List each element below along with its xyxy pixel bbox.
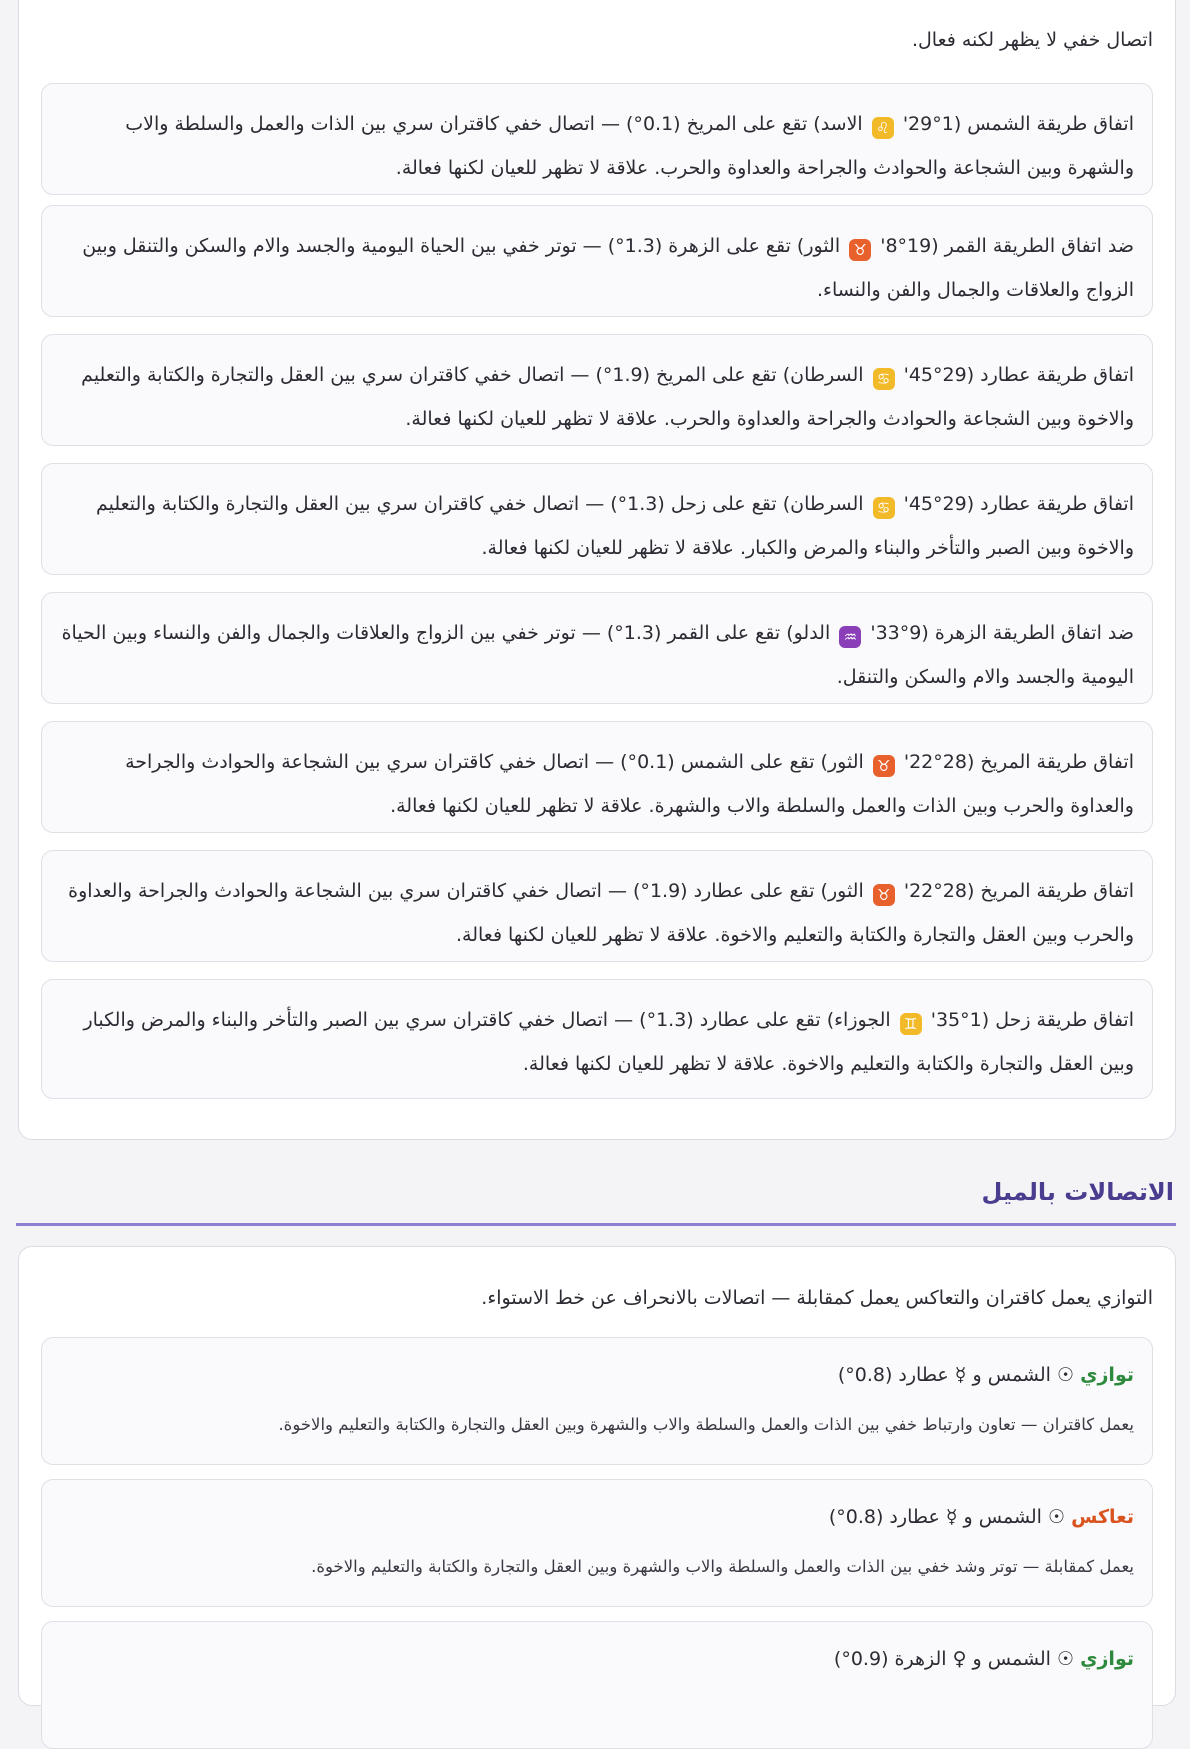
declination-aspects-card xyxy=(18,1246,1176,1706)
aspect-description: يعمل كمقابلة — توتر وشد خفي بين الذات والعمل والسلطة والاب والشهرة وبين العقل والتجارة والكتابة والتعليم والاخوة. xyxy=(311,1557,1134,1576)
section-divider xyxy=(16,1223,1176,1226)
gemini-icon: ♊ xyxy=(900,1013,922,1035)
list-item: اتفاق طريقة عطارد (29°45' ♋ السرطان) تقع على المريخ (1.9°) — اتصال خفي كاقتران سري بين العقل والتجارة والكتابة والتعليم والاخوة وبين الشجاعة والحوادث والجراحة والعداوة والحرب. علاقة لا تظهر للعيان لكنها فعالة. xyxy=(41,334,1153,446)
list-item xyxy=(41,1337,1153,1465)
list-item: اتفاق طريقة المريخ (28°22' ♉ الثور) تقع على عطارد (1.9°) — اتصال خفي كاقتران سري بين الشجاعة والحوادث والجراحة والعداوة والحرب وبين العقل والتجارة والكتابة والتعليم والاخوة. علاقة لا تظهر للعيان لكنها فعالة. xyxy=(41,850,1153,962)
list-item: اتفاق طريقة الشمس (1°29' ♌ الاسد) تقع على المريخ (0.1°) — اتصال خفي كاقتران سري بين الذات والعمل والسلطة والاب والشهرة وبين الشجاعة والحوادث والجراحة والعداوة والحرب. علاقة لا تظهر للعيان لكنها فعالة. xyxy=(41,83,1153,195)
list-item xyxy=(41,1479,1153,1607)
aspect-kind: توازي xyxy=(1080,1364,1134,1386)
cancer-icon: ♋ xyxy=(873,368,895,390)
aspect-heading: تعاكس ☉ الشمس و ☿ عطارد (0.8°) xyxy=(828,1506,1134,1528)
taurus-icon: ♉ xyxy=(873,884,895,906)
card-intro: اتصال خفي لا يظهر لكنه فعال. xyxy=(911,29,1153,51)
taurus-icon: ♉ xyxy=(873,755,895,777)
card-intro: التوازي يعمل كاقتران والتعاكس يعمل كمقابلة — اتصالات بالانحراف عن خط الاستواء. xyxy=(481,1287,1153,1309)
aspect-heading: توازي ☉ الشمس و ♀ الزهرة (0.9°) xyxy=(833,1648,1134,1670)
list-item: اتفاق طريقة زحل (1°35' ♊ الجوزاء) تقع على عطارد (1.3°) — اتصال خفي كاقتران سري بين الصبر والتأخر والبناء والمرض والكبار وبين العقل والتجارة والكتابة والتعليم والاخوة. علاقة لا تظهر للعيان لكنها فعالة. xyxy=(41,979,1153,1099)
aquarius-icon: ♒ xyxy=(839,626,861,648)
aspect-kind: تعاكس xyxy=(1071,1506,1134,1528)
section-title: الاتصالات بالميل xyxy=(981,1178,1174,1206)
taurus-icon: ♉ xyxy=(849,239,871,261)
hidden-aspects-card xyxy=(18,0,1176,1140)
aspect-heading: توازي ☉ الشمس و ☿ عطارد (0.8°) xyxy=(837,1364,1134,1386)
aspect-description: يعمل كاقتران — تعاون وارتباط خفي بين الذات والعمل والسلطة والاب والشهرة وبين العقل والتجارة والكتابة والتعليم والاخوة. xyxy=(278,1415,1134,1434)
list-item: ضد اتفاق الطريقة القمر (19°8' ♉ الثور) تقع على الزهرة (1.3°) — توتر خفي بين الحياة اليومية والجسد والام والسكن والتنقل وبين الزواج والعلاقات والجمال والفن والنساء. xyxy=(41,205,1153,317)
list-item: اتفاق طريقة المريخ (28°22' ♉ الثور) تقع على الشمس (0.1°) — اتصال خفي كاقتران سري بين الشجاعة والحوادث والجراحة والعداوة والحرب وبين الذات والعمل والسلطة والاب والشهرة. علاقة لا تظهر للعيان لكنها فعالة. xyxy=(41,721,1153,833)
aspect-kind: توازي xyxy=(1080,1648,1134,1670)
leo-icon: ♌ xyxy=(872,117,894,139)
list-item xyxy=(41,1621,1153,1749)
list-item: اتفاق طريقة عطارد (29°45' ♋ السرطان) تقع على زحل (1.3°) — اتصال خفي كاقتران سري بين العقل والتجارة والكتابة والتعليم والاخوة وبين الصبر والتأخر والبناء والمرض والكبار. علاقة لا تظهر للعيان لكنها فعالة. xyxy=(41,463,1153,575)
list-item: ضد اتفاق الطريقة الزهرة (9°33' ♒ الدلو) تقع على القمر (1.3°) — توتر خفي بين الزواج والعلاقات والجمال والفن والنساء وبين الحياة اليومية والجسد والام والسكن والتنقل. xyxy=(41,592,1153,704)
cancer-icon: ♋ xyxy=(873,497,895,519)
